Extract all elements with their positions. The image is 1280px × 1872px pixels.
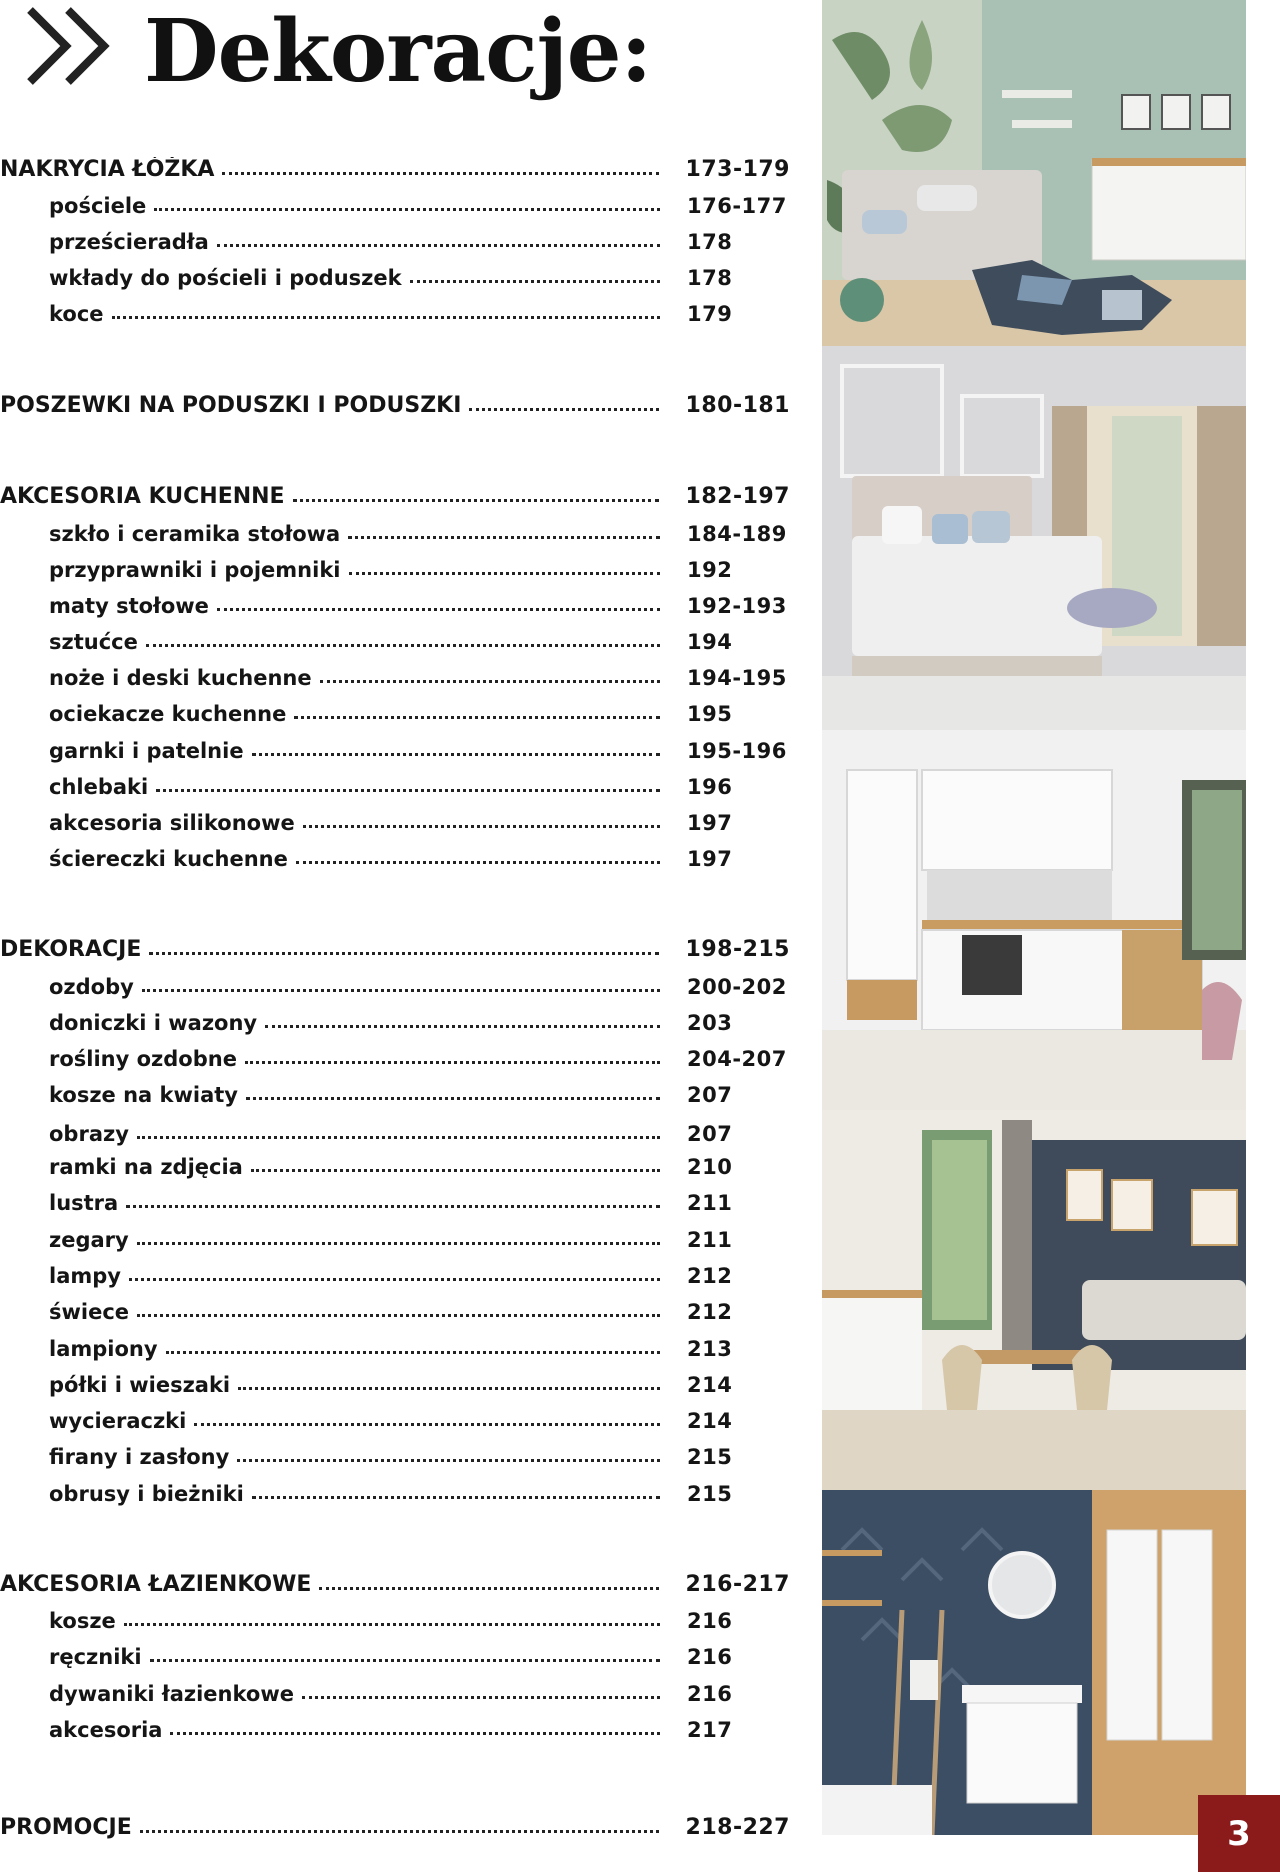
toc-entry[interactable]: przyprawniki i pojemniki 192 [0,552,790,582]
toc-entry[interactable]: chlebaki 196 [0,769,790,799]
toc-entry[interactable]: kosze 216 [0,1603,790,1633]
toc-entry[interactable]: lampy 212 [0,1258,790,1288]
toc-entry[interactable]: sztućce 194 [0,624,790,654]
toc-entry[interactable]: dywaniki łazienkowe 216 [0,1676,790,1706]
toc-entry[interactable]: doniczki i wazony 203 [0,1005,790,1035]
toc-entry[interactable]: firany i zasłony 215 [0,1439,790,1469]
toc-entry[interactable]: DEKORACJE 198-215 [0,937,790,962]
toc-entry[interactable]: ozdoby 200-202 [0,969,790,999]
toc-entry[interactable]: lustra 211 [0,1185,790,1215]
toc-entry[interactable]: akcesoria 217 [0,1712,790,1742]
toc-entry[interactable]: obrusy i bieżniki 215 [0,1476,790,1506]
page-number: 3 [1227,1813,1251,1854]
toc-entry[interactable]: noże i deski kuchenne 194-195 [0,660,790,690]
toc-entry[interactable]: PROMOCJE 218-227 [0,1815,790,1840]
toc-entry[interactable]: świece 212 [0,1294,790,1324]
toc-entry[interactable]: obrazy 207 [0,1116,790,1146]
toc-entry[interactable]: półki i wieszaki 214 [0,1367,790,1397]
dining-room-photo [822,1110,1246,1490]
toc-entry[interactable]: ściereczki kuchenne 197 [0,841,790,871]
toc-entry[interactable]: ręczniki 216 [0,1639,790,1669]
toc-entry[interactable]: wkłady do pościeli i poduszek 178 [0,260,790,290]
toc-entry[interactable]: AKCESORIA KUCHENNE 182-197 [0,484,790,509]
bathroom-photo [822,1490,1246,1835]
toc-entry[interactable]: ociekacze kuchenne 195 [0,696,790,726]
toc-entry[interactable]: koce 179 [0,296,790,326]
page-number-badge [1198,1795,1280,1872]
toc-entry[interactable]: AKCESORIA ŁAZIENKOWE 216-217 [0,1572,790,1597]
toc-entry[interactable]: kosze na kwiaty 207 [0,1077,790,1107]
toc-entry[interactable]: POSZEWKI NA PODUSZKI I PODUSZKI 180-181 [0,393,790,418]
toc-entry[interactable]: ramki na zdjęcia 210 [0,1149,790,1179]
toc-entry[interactable]: zegary 211 [0,1222,790,1252]
toc-entry[interactable]: rośliny ozdobne 204-207 [0,1041,790,1071]
kids-room-photo [822,0,1246,346]
page-title: Dekoracje: [144,1,652,102]
toc-entry[interactable]: prześcieradła 178 [0,224,790,254]
toc-entry[interactable]: wycieraczki 214 [0,1403,790,1433]
bedroom-photo [822,346,1246,730]
toc-entry[interactable]: lampiony 213 [0,1331,790,1361]
toc-entry[interactable]: garnki i patelnie 195-196 [0,733,790,763]
toc-entry[interactable]: maty stołowe 192-193 [0,588,790,618]
toc-entry[interactable]: pościele 176-177 [0,188,790,218]
toc-entry[interactable]: szkło i ceramika stołowa 184-189 [0,516,790,546]
kitchen-photo [822,730,1246,1110]
toc-entry[interactable]: akcesoria silikonowe 197 [0,805,790,835]
toc-entry[interactable]: NAKRYCIA ŁÓŻKA 173-179 [0,157,790,182]
